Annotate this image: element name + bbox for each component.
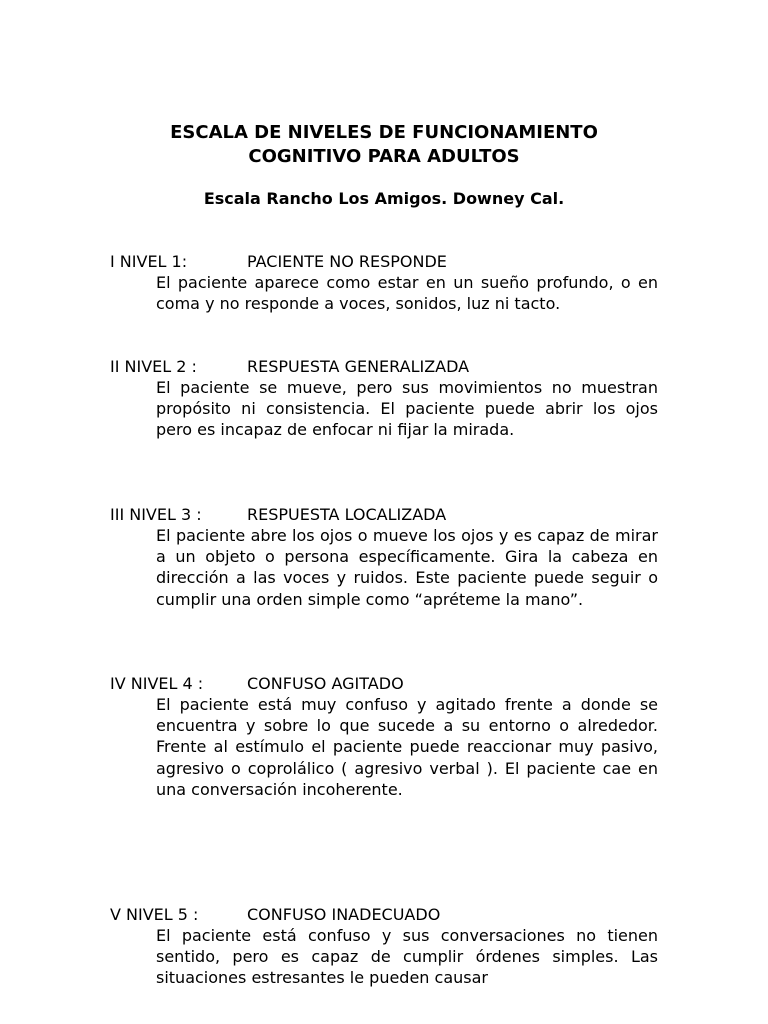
level-name: RESPUESTA LOCALIZADA [247,505,447,524]
level-description: El paciente está muy confuso y agitado frente a donde se encuentra y sobre lo que sucede a su entorno o alrededor. Frente al estímulo el paciente puede reaccionar muy pasivo, agresivo o coprolálico ( agresivo verbal ). El paciente cae en una conversación incoherente. [156,695,658,799]
level-4-section [110,673,660,800]
level-3-section [110,504,660,610]
level-heading [110,673,660,694]
level-heading [110,504,660,525]
level-number: V NIVEL 5 : [110,905,199,924]
level-5-section [110,904,660,989]
page-subtitle: Escala Rancho Los Amigos. Downey Cal. [203,189,565,208]
level-description: El paciente se mueve, pero sus movimientos no muestran propósito ni consistencia. El paciente puede abrir los ojos pero es incapaz de enfocar ni fijar la mirada. [156,378,658,440]
level-heading [110,904,660,925]
level-number: III NIVEL 3 : [110,505,202,524]
level-heading [110,251,660,272]
level-number: IV NIVEL 4 : [110,674,204,693]
level-number: II NIVEL 2 : [110,357,197,376]
level-description: El paciente aparece como estar en un sueño profundo, o en coma y no responde a voces, sonidos, luz ni tacto. [156,273,658,314]
level-heading [110,356,660,377]
level-number: I NIVEL 1: [110,252,188,271]
page-title-line-1: ESCALA DE NIVELES DE FUNCIONAMIENTO [170,122,598,143]
page-title-line-2: COGNITIVO PARA ADULTOS [248,146,520,167]
level-name: CONFUSO AGITADO [247,674,404,693]
level-description: El paciente está confuso y sus conversaciones no tienen sentido, pero es capaz de cumplir órdenes simples. Las situaciones estresantes le pueden causar [156,926,658,988]
level-name: RESPUESTA GENERALIZADA [247,357,470,376]
level-description: El paciente abre los ojos o mueve los ojos y es capaz de mirar a un objeto o persona específicamente. Gira la cabeza en dirección a las voces y ruidos. Este paciente puede seguir o cumplir una orden simple como “apréteme la mano”. [156,526,658,609]
level-1-section [110,251,660,314]
level-name: CONFUSO INADECUADO [247,905,441,924]
level-name: PACIENTE NO RESPONDE [247,252,447,271]
level-2-section [110,356,660,441]
